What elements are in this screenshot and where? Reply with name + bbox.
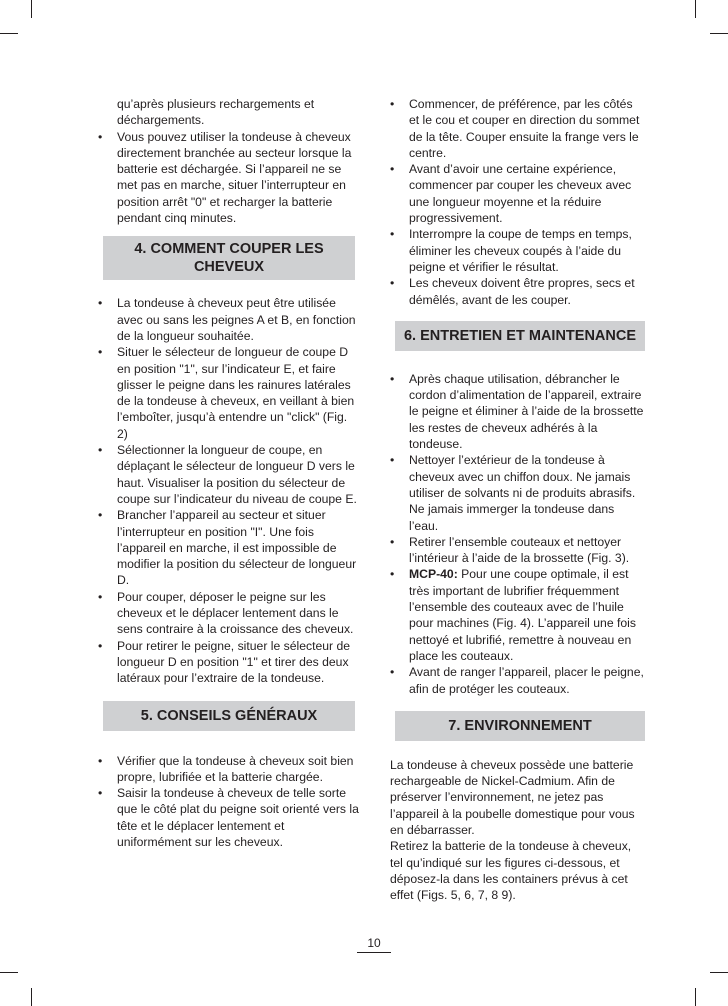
crop-mark [710, 33, 728, 34]
crop-mark [0, 33, 18, 34]
list-item: • La tondeuse à cheveux peut être utilisée avec ou sans les peignes A et B, en fonction de la longueur souhaitée. [98, 295, 360, 344]
list-item: • Commencer, de préférence, par les côtés et le cou et couper en direction du sommet de la tête. Couper ensuite la frange vers le centre. [390, 96, 646, 161]
list-item: • Sélectionner la longueur de coupe, en déplaçant le sélecteur de longueur D vers le haut. Visualiser la position du sélecteur de coupe sur l’indicateur du niveau de coupe E. [98, 442, 360, 507]
paragraph: Retirez la batterie de la tondeuse à cheveux, tel qu’indiqué sur les figures ci-dessous, et déposez-la dans les containers prévus à cet effet (Figs. 5, 6, 7, 8 9). [390, 839, 632, 903]
list-item: • Interrompre la coupe de temps en temps, éliminer les cheveux coupés à l’aide du peigne et vérifier le résultat. [390, 226, 646, 275]
list-item: • Situer le sélecteur de longueur de coupe D en position "1", sur l’indicateur E, et faire glisser le peigne dans les rainures latérales de la tondeuse à cheveux, en veillant à bien l’emboîter, jusqu’à entendre un "click" (Fig. 2) [98, 344, 360, 442]
list-item: • Retirer l’ensemble couteaux et nettoyer l’intérieur à l’aide de la brossette (Fig. 3). [390, 534, 646, 567]
intro-continued: qu’après plusieurs rechargements et déchargements. [117, 97, 315, 128]
list-item: • Vérifier que la tondeuse à cheveux soit bien propre, lubrifiée et la batterie chargée. [98, 753, 360, 786]
section-heading-7 [395, 711, 645, 741]
section-heading-5 [103, 701, 355, 731]
list-item: • Avant de ranger l’appareil, placer le peigne, afin de protéger les couteaux. [390, 664, 646, 697]
list-item: • Après chaque utilisation, débrancher le cordon d’alimentation de l’appareil, extraire le peigne et éliminer à l’aide de la brossette les restes de cheveux adhérés à la tondeuse. [390, 371, 646, 452]
crop-mark [31, 988, 32, 1006]
list-item: • Avant d’avoir une certaine expérience, commencer par couper les cheveux avec une longueur moyenne et la réduire progressivement. [390, 161, 646, 226]
list-item: • Pour retirer le peigne, situer le sélecteur de longueur D en position "1" et tirer des deux latéraux pour l’extraire de la tondeuse. [98, 638, 360, 687]
list-item [390, 566, 646, 664]
crop-mark [0, 972, 18, 973]
section-heading-4-line2: CHEVEUX [193, 259, 265, 276]
section-heading-6 [395, 321, 645, 351]
model-text: Pour une coupe optimale, il est très important de lubrifier fréquemment l’ensemble des couteaux avec de l’huile pour machines (Fig. 4). L’appareil une fois nettoyé et lubrifié, remettre à nouveau en place les couteaux. [409, 567, 636, 663]
left-column [98, 96, 360, 850]
list-item: • Saisir la tondeuse à cheveux de telle sorte que le côté plat du peigne soit orienté vers la tête et le déplacer lentement et uniformément sur les cheveux. [98, 785, 360, 850]
model-label: MCP-40: [409, 567, 458, 582]
paragraph: La tondeuse à cheveux possède une batterie rechargeable de Nickel-Cadmium. Afin de préserver l’environnement, ne jetez pas l’appareil à la poubelle domestique pour vous en débarrasser. [390, 757, 635, 837]
section-heading-7-text: 7. ENVIRONNEMENT [448, 717, 592, 734]
crop-mark [695, 988, 696, 1006]
crop-mark [31, 0, 32, 18]
list-item: • Vous pouvez utiliser la tondeuse à cheveux directement branchée au secteur lorsque la batterie est déchargée. Si l’appareil ne se met pas en marche, situer l’interrupteur en position arrêt "0" et recharger la batterie pendant cinq minutes. [98, 129, 360, 227]
crop-mark [710, 972, 728, 973]
section-heading-5-text: 5. CONSEILS GÉNÉRAUX [140, 707, 318, 724]
list-item: • Brancher l’appareil au secteur et situer l’interrupteur en position "I". Une fois l’appareil en marche, il est impossible de modifier la position du sélecteur de longueur D. [98, 507, 360, 588]
list-item: • Pour couper, déposer le peigne sur les cheveux et le déplacer lentement dans le sens contraire à la croissance des cheveux. [98, 589, 360, 638]
section-heading-4 [103, 236, 355, 280]
page-number: 10 [357, 936, 391, 953]
list-item: • Les cheveux doivent être propres, secs et démêlés, avant de les couper. [390, 275, 646, 308]
section-heading-6-text: 6. ENTRETIEN ET MAINTENANCE [403, 327, 636, 344]
right-column [390, 96, 646, 903]
section-heading-4-line1: 4. COMMENT COUPER LES [134, 241, 324, 258]
list-item: • Nettoyer l’extérieur de la tondeuse à cheveux avec un chiffon doux. Ne jamais utiliser de solvants ni de produits abrasifs. Ne jamais immerger la tondeuse dans l’eau. [390, 452, 646, 533]
crop-mark [695, 0, 696, 18]
